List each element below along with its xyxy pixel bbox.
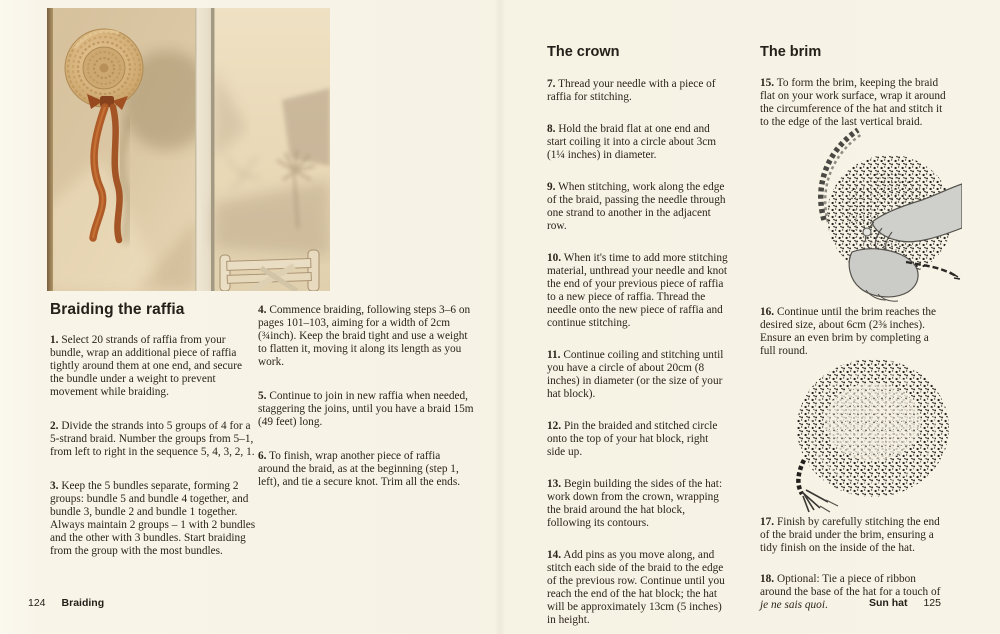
crown-stitching-illustration	[810, 124, 962, 311]
step-number: 8.	[547, 123, 556, 135]
page-number-right: 125	[923, 597, 941, 609]
step-number: 2.	[50, 420, 59, 432]
step-4	[258, 304, 474, 369]
crown-heading: The crown	[547, 44, 620, 60]
page-number-left: 124	[28, 597, 46, 609]
step-13	[547, 478, 729, 530]
step-text: Continue coiling and stitching until you have a circle of about 20cm (8 inches) in diameter (or the size of your hat block).	[547, 349, 724, 400]
step-number: 4.	[258, 304, 267, 316]
step-text: Commence braiding, following steps 3–6 on pages 101–103, aiming for a width of 2cm (¾inch). Keep the braid tight and use a weight to flatten it, moving it along its length as you work.	[258, 304, 471, 368]
step-11	[547, 349, 729, 401]
step-text: When it's time to add more stitching material, unthread your needle and knot the end of your previous piece of raffia to a new piece of raffia. Thread the needle onto the new piece of raffia and continue stitching.	[547, 252, 728, 329]
strand-end	[950, 272, 960, 279]
page-gutter	[494, 0, 506, 634]
step-text: Pin the braided and stitched circle onto the top of your hat block, right side up.	[547, 420, 718, 458]
step-15	[760, 77, 947, 129]
step-number: 10.	[547, 252, 562, 264]
step-5	[258, 390, 474, 429]
left-column-1	[50, 301, 258, 579]
step-number: 3.	[50, 480, 59, 492]
step-number: 18.	[760, 573, 775, 585]
page-title: Braiding the raffia	[50, 301, 185, 318]
step-text: Keep the 5 bundles separate, forming 2 groups: bundle 5 and bundle 4 together, and bundle 3, bundle 2 and bundle 1 together. Always maintain 2 groups – 1 with 2 bundles and the other with 3 bundles. Start braiding from the group with the most bundles.	[50, 480, 256, 557]
step-number: 15.	[760, 77, 775, 89]
footer-left	[28, 597, 104, 609]
warm-overlay	[47, 8, 330, 291]
step-text-end: .	[824, 599, 828, 611]
step-9	[547, 181, 729, 233]
step-text-italic: je ne sais quoi	[760, 599, 825, 611]
hat-bowl-texture	[825, 383, 921, 461]
step-text: Finish by carefully stitching the end of the braid under the brim, ensuring a tidy finish on the inside of the hat.	[760, 516, 940, 554]
footer-right	[869, 597, 941, 609]
step-10	[547, 252, 729, 330]
step-text: Continue to join in new raffia when needed, staggering the joins, until you have a braid 15m (49 feet) long.	[258, 390, 474, 428]
step-text: Divide the strands into 5 groups of 4 for a 5-strand braid. Number the groups from 5–1, from left to right in the sequence 5, 4, 3, 2, 1.	[50, 420, 255, 458]
section-title: Sun hat	[868, 597, 908, 609]
step-text: Hold the braid flat at one end and start coiling it into a circle about 3cm (1¼ inches) in diameter.	[547, 123, 717, 161]
step-text: Begin building the sides of the hat: work down from the crown, wrapping the braid around the hat block, following its contours.	[547, 478, 723, 529]
left-column-2	[258, 304, 474, 510]
step-number: 9.	[547, 181, 556, 193]
step-text: To finish, wrap another piece of raffia around the braid, as at the beginning (step 1, left), and tie a secure knot. Trim all the ends.	[258, 450, 461, 488]
brim-column	[760, 44, 947, 624]
step-number: 16.	[760, 306, 775, 318]
step-number: 5.	[258, 390, 267, 402]
step-14	[547, 549, 729, 627]
brim-illustration	[776, 356, 951, 519]
step-16	[760, 306, 947, 358]
step-text: Thread your needle with a piece of raffia for stitching.	[547, 78, 716, 103]
step-number: 13.	[547, 478, 562, 490]
crown-column	[547, 44, 729, 634]
step-number: 6.	[258, 450, 267, 462]
step-7	[547, 78, 729, 104]
hat-photo	[47, 8, 330, 291]
step-number: 12.	[547, 420, 562, 432]
brim-heading: The brim	[760, 44, 822, 60]
step-12	[547, 420, 729, 459]
step-number: 11.	[547, 349, 561, 361]
step-number: 14.	[547, 549, 562, 561]
step-text: Continue until the brim reaches the desired size, about 6cm (2⅜ inches). Ensure an even brim by completing a full round.	[760, 306, 937, 357]
step-6	[258, 450, 474, 489]
step-text: Select 20 strands of raffia from your bundle, wrap an additional piece of raffia tightly around them at one end, and secure the bundle under a weight to prevent movement while braiding.	[50, 334, 242, 398]
step-text: Add pins as you move along, and stitch each side of the braid to the edge of the previous row. Continue until you reach the end of the hat block; the hat will be approximately 13cm (5 inches) in height.	[547, 549, 725, 626]
chapter-title: Braiding	[61, 597, 105, 609]
thumb-tip	[863, 228, 871, 236]
step-text: To form the brim, keeping the braid flat on your work surface, wrap it around the circumference of the hat and stitch it to the edge of the last vertical braid.	[760, 77, 946, 128]
step-text: When stitching, work along the edge of the braid, passing the needle through one strand to another in the adjacent row.	[547, 181, 726, 232]
step-number: 17.	[760, 516, 775, 528]
step-17	[760, 516, 947, 555]
step-1	[50, 334, 258, 399]
step-3	[50, 480, 258, 558]
step-number: 1.	[50, 334, 59, 346]
step-8	[547, 123, 729, 162]
hat-photo-art	[47, 8, 330, 291]
step-text: Optional: Tie a piece of ribbon around the base of the hat for a touch of	[760, 573, 941, 598]
step-2	[50, 420, 258, 459]
step-number: 7.	[547, 78, 556, 90]
